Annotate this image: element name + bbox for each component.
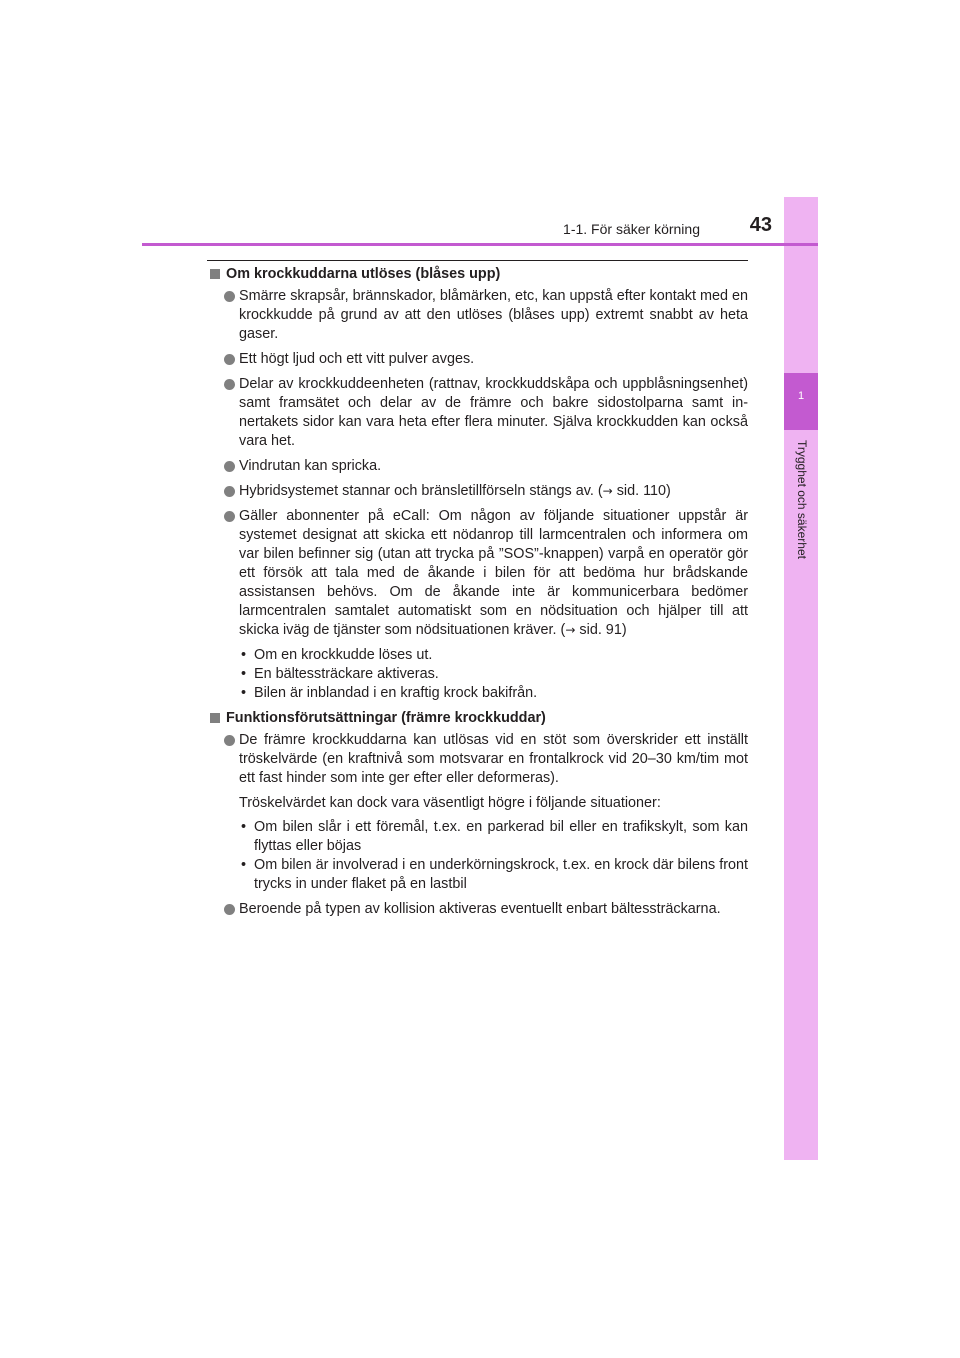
- list-item: [207, 350, 748, 369]
- sub-list: [207, 646, 748, 703]
- list-item-text: Gäller abonnenter på eCall: Om någon av följande situationer uppstår är systemet designat att skicka ett nödanrop till larmcentralen och informera om var bilen befinner sig (utan att trycka på ”SOS”-knappen) varpå en operatör gör ett försök att tala med de åkande i bilen för att bedöma hur brådskande assistansen behövs. Om de åkande inte är kommunicerbara bedömer larmcentralen samtalet automatiskt som en nödsituation och hjälper till att skicka iväg de tjänster som nödsituationen kräver. (: [239, 508, 748, 638]
- section-heading-text: Funktionsförutsättningar (främre krockkuddar): [226, 710, 546, 726]
- square-bullet-icon: [210, 269, 220, 279]
- list-item-text: Smärre skrapsår, brännskador, blåmärken, etc, kan uppstå efter kontakt med en krockkudde på grund av att den utlöses (blåses upp) extremt snabbt av heta gaser.: [239, 288, 748, 342]
- sub-list-item: • Om en krockkudde löses ut.: [241, 647, 433, 663]
- sub-list-item: • En bältessträckare aktiveras.: [241, 666, 439, 682]
- sub-list-item: • Om bilen slår i ett föremål, t.ex. en parkerad bil eller en trafikskylt, som kan flyttas eller böjas: [241, 819, 748, 854]
- round-bullet-icon: [224, 904, 235, 915]
- sub-list-item: • Bilen är inblandad i en kraftig krock bakifrån.: [241, 685, 538, 701]
- sub-list-item: • Om bilen är involverad i en underkörningskrock, t.ex. en krock där bilens front trycks in under flaket på en lastbil: [241, 857, 748, 892]
- page-reference: sid. 110): [612, 483, 671, 499]
- list-item: [207, 287, 748, 344]
- chapter-number: 1: [797, 390, 805, 402]
- content-top-rule: [207, 260, 748, 261]
- page-number: 43: [749, 214, 772, 236]
- list-item-text: De främre krockkuddarna kan utlösas vid en stöt som överskrider ett inställt tröskelvärde (en kraftnivå som motsvarar en frontalkrock vid 20–30 km/tim mot ett fast hinder som inte ger efter eller deformeras).: [239, 732, 748, 786]
- paragraph: Tröskelvärdet kan dock vara väsentligt högre i följande situationer:: [239, 795, 661, 811]
- list-item: [207, 507, 748, 640]
- list-item: [207, 731, 748, 788]
- list-item-text: Beroende på typen av kollision aktiveras eventuellt enbart bältessträckarna.: [239, 901, 721, 917]
- round-bullet-icon: [224, 486, 235, 497]
- list-item: [207, 457, 748, 476]
- round-bullet-icon: [224, 735, 235, 746]
- chapter-label: Trygghet och säkerhet: [795, 440, 809, 559]
- section-heading: [207, 709, 748, 728]
- list-item-text: Hybridsystemet stannar och bränsletillförseln stängs av. (: [239, 483, 603, 499]
- arrow-right-icon: →: [565, 623, 576, 637]
- section-heading: [207, 265, 748, 284]
- page-reference: sid. 91): [575, 622, 627, 638]
- chapter-side-tab: [784, 197, 818, 1160]
- sub-list: [207, 818, 748, 894]
- list-item-text: Ett högt ljud och ett vitt pulver avges.: [239, 351, 475, 367]
- section-heading-text: Om krockkuddarna utlöses (blåses upp): [226, 266, 501, 282]
- header-section-title: 1-1. För säker körning: [563, 221, 700, 237]
- square-bullet-icon: [210, 713, 220, 723]
- round-bullet-icon: [224, 354, 235, 365]
- list-item: [207, 900, 748, 919]
- round-bullet-icon: [224, 461, 235, 472]
- header-rule: [142, 243, 818, 246]
- round-bullet-icon: [224, 511, 235, 522]
- arrow-right-icon: →: [602, 484, 613, 498]
- list-item-text: Delar av krockkuddeenheten (rattnav, krockkuddskåpa och uppblåsningsenhet) samt framsätet och delar av de främre och bakre sidostolparna samt innertakets sidor kan vara heta efter flera minuter. Själva krockkudden kan också vara het.: [239, 376, 748, 449]
- page-content: [207, 265, 748, 925]
- list-item: [207, 482, 748, 501]
- list-item: [207, 375, 748, 451]
- list-item-text: Vindrutan kan spricka.: [239, 458, 382, 474]
- round-bullet-icon: [224, 291, 235, 302]
- round-bullet-icon: [224, 379, 235, 390]
